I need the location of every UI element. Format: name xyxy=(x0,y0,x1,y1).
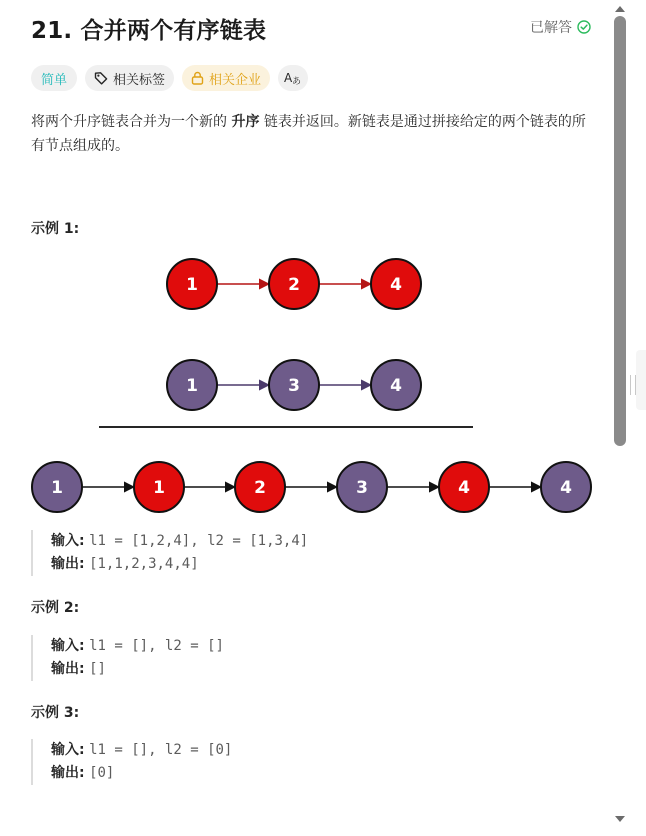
related-companies-label: 相关企业 xyxy=(209,72,262,88)
list2-node-3-value: 4 xyxy=(390,376,402,396)
example-2-output-label: 输出: xyxy=(51,661,85,677)
panel-resize-handle[interactable] xyxy=(630,375,636,395)
translate-icon xyxy=(284,70,302,86)
merged-node-6 xyxy=(541,462,591,512)
difficulty-label: 简单 xyxy=(41,72,68,88)
description-text-1: 将两个升序链表合并为一个新的 xyxy=(31,114,232,130)
list1-node-3-value: 4 xyxy=(390,275,402,295)
solved-status xyxy=(530,17,591,37)
scrollbar-thumb[interactable] xyxy=(614,16,626,446)
check-circle-icon xyxy=(577,20,591,34)
example-1-output-label: 输出: xyxy=(51,556,85,572)
merged-node-1-value: 1 xyxy=(51,478,63,498)
list1-node-2 xyxy=(269,259,319,309)
merged-node-3-value: 2 xyxy=(254,478,266,498)
example-2-code xyxy=(31,635,224,681)
merged-node-4-value: 3 xyxy=(356,478,368,498)
merged-node-5 xyxy=(439,462,489,512)
related-companies-button[interactable] xyxy=(182,65,270,91)
example-2-output-value: [] xyxy=(89,661,106,677)
difficulty-badge[interactable] xyxy=(31,65,77,91)
list1-node-1-value: 1 xyxy=(186,275,198,295)
translate-icon-glyph-b: あ xyxy=(292,77,302,86)
list2-node-1 xyxy=(167,360,217,410)
translate-button[interactable] xyxy=(278,65,308,91)
problem-description xyxy=(31,110,596,158)
example-3-output-value: [0] xyxy=(89,765,115,781)
example-3-input-value: l1 = [], l2 = [0] xyxy=(89,742,233,758)
example-1-input-label: 输入: xyxy=(51,533,85,549)
example-3-output-label: 输出: xyxy=(51,765,85,781)
merged-node-2-value: 1 xyxy=(153,478,165,498)
example-1-code xyxy=(31,530,308,576)
translate-icon-glyph-a: A xyxy=(284,71,293,85)
list1-node-2-value: 2 xyxy=(288,275,300,295)
related-tags-button[interactable] xyxy=(85,65,174,91)
example-1-output-value: [1,1,2,3,4,4] xyxy=(89,556,199,572)
tag-bar xyxy=(31,65,308,91)
list1-node-3 xyxy=(371,259,421,309)
list2-node-2-value: 3 xyxy=(288,376,300,396)
list2-node-1-value: 1 xyxy=(186,376,198,396)
merge-diagram xyxy=(0,240,610,530)
merged-node-3 xyxy=(235,462,285,512)
example-3-title: 示例 3: xyxy=(31,705,80,721)
merged-node-2 xyxy=(134,462,184,512)
scroll-down-arrow-icon[interactable] xyxy=(614,814,626,824)
lock-icon xyxy=(191,71,204,85)
example-3-code xyxy=(31,739,232,785)
description-text-2: 链表并返回。新链表是通过拼接给定的两个链表的所有节点组成的。 xyxy=(31,114,586,154)
scroll-up-arrow-icon[interactable] xyxy=(614,4,626,14)
panel-resize-area[interactable] xyxy=(636,350,646,410)
example-2-input-value: l1 = [], l2 = [] xyxy=(89,638,224,654)
merged-node-5-value: 4 xyxy=(458,478,470,498)
example-1-title: 示例 1: xyxy=(31,221,80,237)
example-2-title: 示例 2: xyxy=(31,600,80,616)
solved-label: 已解答 xyxy=(530,20,572,36)
problem-title: 21. 合并两个有序链表 xyxy=(31,18,267,44)
related-tags-label: 相关标签 xyxy=(113,72,166,88)
description-bold: 升序 xyxy=(231,114,260,130)
list2-node-2 xyxy=(269,360,319,410)
example-3-input-label: 输入: xyxy=(51,742,85,758)
merged-node-1 xyxy=(32,462,82,512)
list2-node-3 xyxy=(371,360,421,410)
merged-node-6-value: 4 xyxy=(560,478,572,498)
example-1-input-value: l1 = [1,2,4], l2 = [1,3,4] xyxy=(89,533,309,549)
tag-icon xyxy=(94,71,108,85)
example-2-input-label: 输入: xyxy=(51,638,85,654)
merged-node-4 xyxy=(337,462,387,512)
list1-node-1 xyxy=(167,259,217,309)
